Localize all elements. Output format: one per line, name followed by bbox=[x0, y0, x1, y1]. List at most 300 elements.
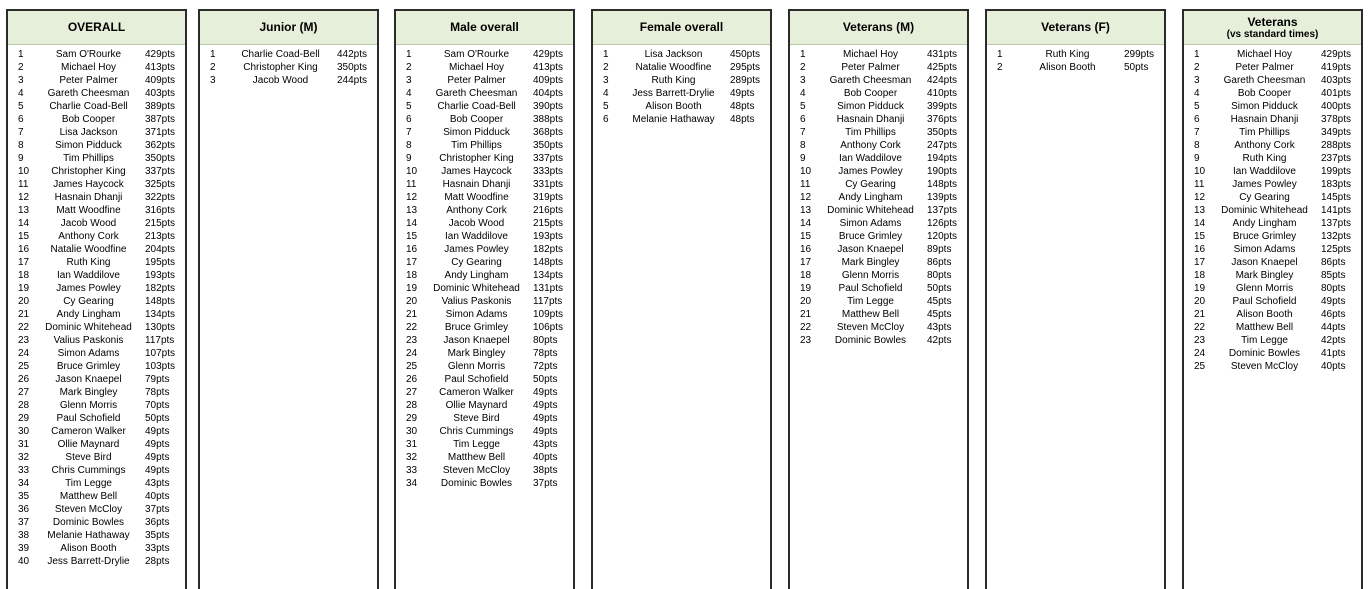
points-cell: 79pts bbox=[145, 374, 170, 385]
athlete-name: Matthew Bell bbox=[841, 309, 900, 320]
rank-cell: 14 bbox=[1194, 218, 1206, 229]
result-row bbox=[8, 282, 185, 295]
athlete-name: Hasnain Dhanji bbox=[836, 114, 905, 125]
rank-cell: 18 bbox=[18, 270, 30, 281]
points-cell: 70pts bbox=[145, 400, 170, 411]
rank-cell: 12 bbox=[18, 192, 30, 203]
result-row bbox=[1184, 204, 1361, 217]
result-row bbox=[790, 191, 967, 204]
rank-cell: 15 bbox=[1194, 231, 1206, 242]
athlete-name: Charlie Coad-Bell bbox=[437, 101, 516, 112]
athlete-name: Michael Hoy bbox=[842, 49, 899, 60]
panel-veterans-m bbox=[788, 9, 969, 589]
rank-cell: 31 bbox=[406, 439, 418, 450]
result-row bbox=[790, 113, 967, 126]
athlete-name: Christopher King bbox=[439, 153, 514, 164]
rank-cell: 17 bbox=[18, 257, 30, 268]
rank-cell: 19 bbox=[18, 283, 30, 294]
athlete-name: Dominic Whitehead bbox=[1221, 205, 1308, 216]
result-row bbox=[790, 282, 967, 295]
rank-cell: 25 bbox=[406, 361, 418, 372]
result-row bbox=[8, 113, 185, 126]
points-cell: 424pts bbox=[927, 75, 958, 86]
rank-cell: 8 bbox=[18, 140, 24, 151]
points-cell: 40pts bbox=[533, 452, 558, 463]
rank-cell: 22 bbox=[18, 322, 30, 333]
result-row bbox=[396, 74, 573, 87]
rank-cell: 16 bbox=[800, 244, 812, 255]
rank-cell: 1 bbox=[800, 49, 806, 60]
points-cell: 137pts bbox=[1321, 218, 1352, 229]
result-row bbox=[8, 412, 185, 425]
points-cell: 401pts bbox=[1321, 88, 1352, 99]
result-row bbox=[593, 113, 770, 126]
athlete-name: Sam O'Rourke bbox=[55, 49, 122, 60]
points-cell: 42pts bbox=[1321, 335, 1346, 346]
rank-cell: 36 bbox=[18, 504, 30, 515]
rank-cell: 11 bbox=[1194, 179, 1205, 190]
athlete-name: Andy Lingham bbox=[444, 270, 509, 281]
result-row bbox=[1184, 48, 1361, 61]
result-row bbox=[8, 516, 185, 529]
athlete-name: Natalie Woodfine bbox=[635, 62, 712, 73]
points-cell: 103pts bbox=[145, 361, 176, 372]
rank-cell: 2 bbox=[1194, 62, 1200, 73]
rank-cell: 37 bbox=[18, 517, 30, 528]
athlete-name: Steve Bird bbox=[453, 413, 500, 424]
rank-cell: 14 bbox=[800, 218, 812, 229]
points-cell: 125pts bbox=[1321, 244, 1352, 255]
points-cell: 194pts bbox=[927, 153, 958, 164]
points-cell: 139pts bbox=[927, 192, 958, 203]
points-cell: 419pts bbox=[1321, 62, 1352, 73]
points-cell: 193pts bbox=[533, 231, 564, 242]
result-row bbox=[790, 61, 967, 74]
rank-cell: 40 bbox=[18, 556, 30, 567]
athlete-name: Peter Palmer bbox=[59, 75, 118, 86]
points-cell: 132pts bbox=[1321, 231, 1352, 242]
rank-cell: 5 bbox=[1194, 101, 1200, 112]
rank-cell: 7 bbox=[18, 127, 24, 138]
rank-cell: 21 bbox=[800, 309, 812, 320]
rank-cell: 1 bbox=[210, 49, 216, 60]
result-row bbox=[396, 152, 573, 165]
athlete-name: Sam O'Rourke bbox=[443, 49, 510, 60]
rank-cell: 28 bbox=[18, 400, 30, 411]
panel-title: Male overall bbox=[450, 20, 519, 34]
athlete-name: Simon Pidduck bbox=[443, 127, 510, 138]
result-row bbox=[8, 529, 185, 542]
athlete-name: James Haycock bbox=[441, 166, 512, 177]
rank-cell: 1 bbox=[997, 49, 1003, 60]
athlete-name: Michael Hoy bbox=[1236, 49, 1293, 60]
result-row bbox=[790, 321, 967, 334]
rank-cell: 26 bbox=[18, 374, 30, 385]
athlete-name: Bruce Grimley bbox=[56, 361, 121, 372]
points-cell: 45pts bbox=[927, 296, 952, 307]
athlete-name: Tim Phillips bbox=[63, 153, 114, 164]
result-row bbox=[1184, 295, 1361, 308]
athlete-name: Ollie Maynard bbox=[57, 439, 120, 450]
result-row bbox=[8, 243, 185, 256]
rank-cell: 2 bbox=[603, 62, 609, 73]
athlete-name: Dominic Whitehead bbox=[827, 205, 914, 216]
points-cell: 78pts bbox=[145, 387, 170, 398]
result-row bbox=[1184, 230, 1361, 243]
result-row bbox=[8, 321, 185, 334]
result-row bbox=[396, 191, 573, 204]
athlete-name: Anthony Cork bbox=[58, 231, 119, 242]
result-row bbox=[8, 347, 185, 360]
panel-title: Veterans (F) bbox=[1041, 20, 1110, 34]
result-row bbox=[1184, 74, 1361, 87]
points-cell: 33pts bbox=[145, 543, 170, 554]
rank-cell: 8 bbox=[406, 140, 412, 151]
result-row bbox=[396, 334, 573, 347]
athlete-name: Ollie Maynard bbox=[445, 400, 508, 411]
result-row bbox=[396, 269, 573, 282]
rank-cell: 5 bbox=[406, 101, 412, 112]
points-cell: 49pts bbox=[533, 426, 558, 437]
points-cell: 425pts bbox=[927, 62, 958, 73]
points-cell: 193pts bbox=[145, 270, 176, 281]
athlete-name: Tim Legge bbox=[65, 478, 112, 489]
rank-cell: 9 bbox=[1194, 153, 1200, 164]
points-cell: 450pts bbox=[730, 49, 761, 60]
athlete-name: Michael Hoy bbox=[60, 62, 117, 73]
points-cell: 107pts bbox=[145, 348, 176, 359]
result-row bbox=[1184, 321, 1361, 334]
athlete-name: Andy Lingham bbox=[1232, 218, 1297, 229]
result-row bbox=[1184, 139, 1361, 152]
result-row bbox=[593, 87, 770, 100]
athlete-name: Chris Cummings bbox=[439, 426, 514, 437]
result-row bbox=[8, 438, 185, 451]
rank-cell: 9 bbox=[18, 153, 24, 164]
points-cell: 40pts bbox=[145, 491, 170, 502]
result-row bbox=[396, 165, 573, 178]
results-list bbox=[790, 45, 967, 347]
rank-cell: 6 bbox=[18, 114, 24, 125]
athlete-name: Dominic Whitehead bbox=[433, 283, 520, 294]
rank-cell: 7 bbox=[406, 127, 412, 138]
points-cell: 80pts bbox=[1321, 283, 1346, 294]
points-cell: 183pts bbox=[1321, 179, 1352, 190]
athlete-name: Matthew Bell bbox=[447, 452, 506, 463]
points-cell: 350pts bbox=[337, 62, 368, 73]
points-cell: 50pts bbox=[533, 374, 558, 385]
rank-cell: 30 bbox=[18, 426, 30, 437]
result-row bbox=[1184, 191, 1361, 204]
athlete-name: Hasnain Dhanji bbox=[442, 179, 511, 190]
points-cell: 50pts bbox=[927, 283, 952, 294]
rank-cell: 16 bbox=[406, 244, 418, 255]
athlete-name: Gareth Cheesman bbox=[829, 75, 912, 86]
points-cell: 399pts bbox=[927, 101, 958, 112]
athlete-name: Simon Adams bbox=[839, 218, 902, 229]
athlete-name: Mark Bingley bbox=[59, 387, 118, 398]
athlete-name: Peter Palmer bbox=[841, 62, 900, 73]
rank-cell: 34 bbox=[18, 478, 30, 489]
points-cell: 350pts bbox=[927, 127, 958, 138]
athlete-name: Jason Knaepel bbox=[443, 335, 510, 346]
result-row bbox=[790, 230, 967, 243]
result-row bbox=[1184, 282, 1361, 295]
points-cell: 72pts bbox=[533, 361, 558, 372]
rank-cell: 16 bbox=[18, 244, 30, 255]
result-row bbox=[8, 464, 185, 477]
result-row bbox=[8, 256, 185, 269]
athlete-name: Peter Palmer bbox=[447, 75, 506, 86]
result-row bbox=[8, 191, 185, 204]
result-row bbox=[396, 100, 573, 113]
rank-cell: 38 bbox=[18, 530, 30, 541]
rank-cell: 19 bbox=[1194, 283, 1206, 294]
points-cell: 319pts bbox=[533, 192, 564, 203]
points-cell: 43pts bbox=[533, 439, 558, 450]
result-row bbox=[396, 113, 573, 126]
athlete-name: Jacob Wood bbox=[60, 218, 117, 229]
points-cell: 182pts bbox=[145, 283, 176, 294]
result-row bbox=[8, 425, 185, 438]
athlete-name: James Powley bbox=[1232, 179, 1297, 190]
points-cell: 195pts bbox=[145, 257, 176, 268]
rank-cell: 4 bbox=[406, 88, 412, 99]
result-row bbox=[593, 74, 770, 87]
athlete-name: Matthew Bell bbox=[1235, 322, 1294, 333]
athlete-name: Natalie Woodfine bbox=[50, 244, 127, 255]
rank-cell: 34 bbox=[406, 478, 418, 489]
athlete-name: Dominic Whitehead bbox=[45, 322, 132, 333]
athlete-name: Tim Legge bbox=[453, 439, 500, 450]
rank-cell: 12 bbox=[800, 192, 812, 203]
rank-cell: 6 bbox=[603, 114, 609, 125]
result-row bbox=[1184, 269, 1361, 282]
rank-cell: 5 bbox=[18, 101, 24, 112]
athlete-name: Charlie Coad-Bell bbox=[241, 49, 320, 60]
points-cell: 429pts bbox=[533, 49, 564, 60]
result-row bbox=[790, 126, 967, 139]
athlete-name: Valius Paskonis bbox=[53, 335, 124, 346]
athlete-name: Ruth King bbox=[1045, 49, 1090, 60]
panel-male-overall bbox=[394, 9, 575, 589]
athlete-name: Lisa Jackson bbox=[644, 49, 703, 60]
athlete-name: Paul Schofield bbox=[444, 374, 509, 385]
result-row bbox=[8, 217, 185, 230]
points-cell: 404pts bbox=[533, 88, 564, 99]
rank-cell: 4 bbox=[18, 88, 24, 99]
points-cell: 117pts bbox=[533, 296, 563, 307]
points-cell: 190pts bbox=[927, 166, 958, 177]
rank-cell: 9 bbox=[406, 153, 412, 164]
points-cell: 350pts bbox=[533, 140, 564, 151]
athlete-name: Tim Phillips bbox=[845, 127, 896, 138]
points-cell: 409pts bbox=[145, 75, 176, 86]
result-row bbox=[8, 152, 185, 165]
rank-cell: 18 bbox=[800, 270, 812, 281]
result-row bbox=[8, 334, 185, 347]
rank-cell: 4 bbox=[603, 88, 609, 99]
athlete-name: Bob Cooper bbox=[1237, 88, 1292, 99]
rank-cell: 3 bbox=[1194, 75, 1200, 86]
result-row bbox=[8, 360, 185, 373]
result-row bbox=[8, 399, 185, 412]
result-row bbox=[396, 321, 573, 334]
result-row bbox=[593, 61, 770, 74]
rank-cell: 1 bbox=[18, 49, 24, 60]
result-row bbox=[1184, 217, 1361, 230]
rank-cell: 23 bbox=[800, 335, 812, 346]
rank-cell: 3 bbox=[18, 75, 24, 86]
athlete-name: Jess Barrett-Drylie bbox=[632, 88, 715, 99]
result-row bbox=[8, 178, 185, 191]
result-row bbox=[396, 87, 573, 100]
result-row bbox=[8, 48, 185, 61]
athlete-name: Anthony Cork bbox=[446, 205, 507, 216]
result-row bbox=[396, 438, 573, 451]
points-cell: 390pts bbox=[533, 101, 564, 112]
result-row bbox=[790, 308, 967, 321]
athlete-name: Glenn Morris bbox=[447, 361, 506, 372]
rank-cell: 16 bbox=[1194, 244, 1206, 255]
athlete-name: Tim Phillips bbox=[1239, 127, 1290, 138]
points-cell: 247pts bbox=[927, 140, 958, 151]
rank-cell: 2 bbox=[210, 62, 216, 73]
result-row bbox=[8, 139, 185, 152]
athlete-name: Melanie Hathaway bbox=[47, 530, 130, 541]
points-cell: 137pts bbox=[927, 205, 958, 216]
result-row bbox=[8, 490, 185, 503]
athlete-name: Bruce Grimley bbox=[1232, 231, 1297, 242]
points-cell: 41pts bbox=[1321, 348, 1346, 359]
results-list bbox=[200, 45, 377, 87]
panel-title: OVERALL bbox=[67, 20, 126, 34]
points-cell: 109pts bbox=[533, 309, 564, 320]
rank-cell: 27 bbox=[18, 387, 30, 398]
points-cell: 37pts bbox=[533, 478, 558, 489]
athlete-name: James Haycock bbox=[53, 179, 124, 190]
rank-cell: 2 bbox=[18, 62, 24, 73]
panel-subtitle: (vs standard times) bbox=[1226, 28, 1319, 40]
athlete-name: Hasnain Dhanji bbox=[1230, 114, 1299, 125]
rank-cell: 3 bbox=[210, 75, 216, 86]
points-cell: 148pts bbox=[145, 296, 176, 307]
panel-header bbox=[987, 9, 1164, 45]
panel-junior-m bbox=[198, 9, 379, 589]
result-row bbox=[396, 425, 573, 438]
athlete-name: Bruce Grimley bbox=[838, 231, 903, 242]
result-row bbox=[790, 139, 967, 152]
result-row bbox=[396, 360, 573, 373]
points-cell: 413pts bbox=[145, 62, 176, 73]
rank-cell: 21 bbox=[18, 309, 30, 320]
points-cell: 378pts bbox=[1321, 114, 1352, 125]
rank-cell: 15 bbox=[18, 231, 30, 242]
points-cell: 134pts bbox=[145, 309, 176, 320]
athlete-name: Jacob Wood bbox=[448, 218, 505, 229]
rank-cell: 6 bbox=[406, 114, 412, 125]
result-row bbox=[8, 542, 185, 555]
points-cell: 44pts bbox=[1321, 322, 1346, 333]
result-row bbox=[1184, 308, 1361, 321]
athlete-name: Hasnain Dhanji bbox=[54, 192, 123, 203]
points-cell: 442pts bbox=[337, 49, 368, 60]
athlete-name: Ruth King bbox=[1242, 153, 1287, 164]
result-row bbox=[200, 61, 377, 74]
athlete-name: Mark Bingley bbox=[1235, 270, 1294, 281]
result-row bbox=[396, 230, 573, 243]
points-cell: 40pts bbox=[1321, 361, 1346, 372]
result-row bbox=[1184, 87, 1361, 100]
result-row bbox=[790, 74, 967, 87]
athlete-name: Dominic Bowles bbox=[440, 478, 513, 489]
points-cell: 49pts bbox=[533, 400, 558, 411]
rank-cell: 32 bbox=[18, 452, 30, 463]
athlete-name: Steven McCloy bbox=[1230, 361, 1299, 372]
results-list bbox=[593, 45, 770, 126]
points-cell: 80pts bbox=[927, 270, 952, 281]
points-cell: 89pts bbox=[927, 244, 952, 255]
points-cell: 410pts bbox=[927, 88, 958, 99]
result-row bbox=[396, 451, 573, 464]
points-cell: 106pts bbox=[533, 322, 564, 333]
panel-header bbox=[396, 9, 573, 45]
athlete-name: Glenn Morris bbox=[59, 400, 118, 411]
rank-cell: 39 bbox=[18, 543, 30, 554]
athlete-name: Matt Woodfine bbox=[444, 192, 509, 203]
rank-cell: 20 bbox=[1194, 296, 1206, 307]
athlete-name: Tim Legge bbox=[1241, 335, 1288, 346]
points-cell: 289pts bbox=[730, 75, 761, 86]
rank-cell: 17 bbox=[406, 257, 418, 268]
result-row bbox=[1184, 360, 1361, 373]
athlete-name: Bob Cooper bbox=[61, 114, 116, 125]
points-cell: 36pts bbox=[145, 517, 170, 528]
rank-cell: 20 bbox=[406, 296, 418, 307]
rank-cell: 7 bbox=[800, 127, 806, 138]
result-row bbox=[8, 230, 185, 243]
rank-cell: 5 bbox=[800, 101, 806, 112]
rank-cell: 4 bbox=[800, 88, 806, 99]
points-cell: 295pts bbox=[730, 62, 761, 73]
points-cell: 215pts bbox=[145, 218, 176, 229]
points-cell: 35pts bbox=[145, 530, 170, 541]
points-cell: 216pts bbox=[533, 205, 564, 216]
result-row bbox=[396, 308, 573, 321]
result-row bbox=[8, 503, 185, 516]
points-cell: 400pts bbox=[1321, 101, 1352, 112]
athlete-name: Simon Adams bbox=[57, 348, 120, 359]
rank-cell: 4 bbox=[1194, 88, 1200, 99]
athlete-name: Paul Schofield bbox=[56, 413, 121, 424]
rank-cell: 6 bbox=[1194, 114, 1200, 125]
result-row bbox=[790, 152, 967, 165]
result-row bbox=[1184, 126, 1361, 139]
result-row bbox=[396, 256, 573, 269]
points-cell: 145pts bbox=[1321, 192, 1352, 203]
rank-cell: 19 bbox=[406, 283, 418, 294]
points-cell: 49pts bbox=[533, 387, 558, 398]
athlete-name: Ian Waddilove bbox=[445, 231, 508, 242]
result-row bbox=[1184, 100, 1361, 113]
athlete-name: Steven McCloy bbox=[442, 465, 511, 476]
athlete-name: Gareth Cheesman bbox=[435, 88, 518, 99]
result-row bbox=[8, 87, 185, 100]
rank-cell: 24 bbox=[18, 348, 30, 359]
athlete-name: Christopher King bbox=[51, 166, 126, 177]
panel-header bbox=[593, 9, 770, 45]
rank-cell: 24 bbox=[406, 348, 418, 359]
